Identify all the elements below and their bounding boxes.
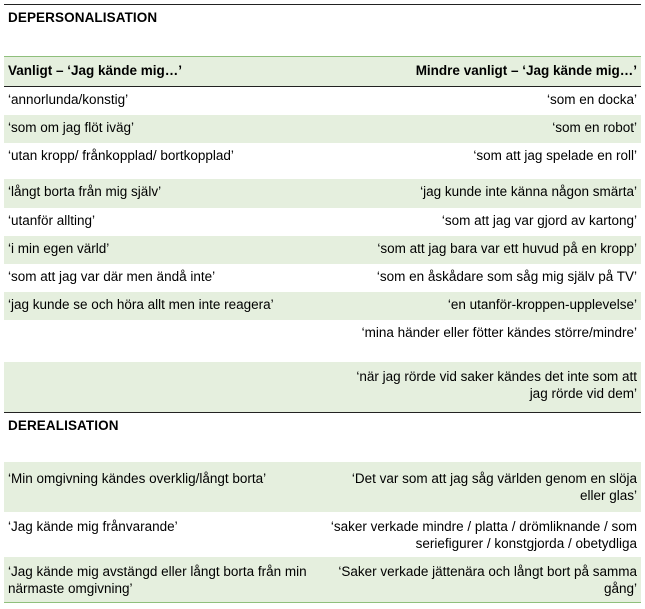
table-row — [4, 87, 641, 115]
less-common-symptom: ‘som en docka’ — [546, 92, 637, 107]
bottom-rule — [4, 602, 641, 603]
derealisation-title: DEREALISATION — [8, 418, 119, 433]
less-common-symptom: ‘som att jag var gjord av kartong’ — [441, 213, 637, 228]
top-rule — [4, 4, 641, 5]
table-row — [4, 292, 641, 320]
common-symptom: ‘Jag kände mig frånvarande’ — [8, 519, 178, 534]
less-common-symptom: ‘som en åskådare som såg mig själv på TV’ — [376, 269, 637, 284]
column-header-row — [4, 57, 641, 86]
table-row — [4, 236, 641, 264]
less-common-symptom: ‘jag kunde inte känna någon smärta’ — [420, 184, 637, 199]
common-symptom: ‘annorlunda/konstig’ — [8, 92, 129, 107]
table-row — [4, 264, 641, 292]
table-row — [4, 179, 641, 208]
less-common-symptom: ‘saker verkade mindre / platta / drömliknande / som seriefigurer / konstgjorda / obetydliga — [330, 519, 637, 551]
common-symptom: ‘jag kunde se och höra allt men inte reagera’ — [8, 297, 274, 312]
table-row — [4, 208, 641, 236]
column-header-less-common: Mindre vanligt – ‘Jag kände mig…’ — [415, 63, 637, 78]
depersonalisation-title: DEPERSONALISATION — [8, 10, 158, 25]
table-row — [4, 320, 641, 362]
table-row — [4, 557, 641, 602]
common-symptom: ‘i min egen värld’ — [8, 241, 110, 256]
less-common-symptom: ‘som en robot’ — [552, 120, 637, 135]
section-rule — [4, 412, 641, 413]
common-symptom: ‘som om jag flöt iväg’ — [8, 120, 135, 135]
less-common-symptom: ‘Saker verkade jättenära och långt bort på samma gång’ — [338, 564, 637, 596]
less-common-symptom: ‘en utanför-kroppen-upplevelse’ — [447, 297, 637, 312]
less-common-symptom: ‘Det var som att jag såg världen genom en slöja eller glas’ — [351, 471, 637, 503]
table-row — [4, 143, 641, 179]
less-common-symptom: ‘som att jag bara var ett huvud på en kropp’ — [377, 241, 637, 256]
table-row — [4, 462, 641, 512]
common-symptom: ‘utanför allting’ — [8, 213, 96, 228]
symptom-table — [4, 4, 641, 605]
less-common-symptom: ‘mina händer eller fötter kändes större/mindre’ — [361, 325, 637, 340]
table-row — [4, 115, 641, 143]
common-symptom: ‘Min omgivning kändes overklig/långt borta’ — [8, 471, 267, 486]
table-row — [4, 512, 641, 557]
common-symptom: ‘långt borta från mig själv’ — [8, 184, 162, 199]
column-header-common: Vanligt – ‘Jag kände mig…’ — [8, 63, 183, 78]
common-symptom: ‘som att jag var där men ändå inte’ — [8, 269, 216, 284]
common-symptom: ‘Jag kände mig avstängd eller långt borta från min närmaste omgivning’ — [8, 564, 307, 596]
less-common-symptom: ‘när jag rörde vid saker kändes det inte som att jag rörde vid dem’ — [356, 369, 637, 401]
table-row — [4, 362, 641, 412]
common-symptom: ‘utan kropp/ frånkopplad/ bortkopplad’ — [8, 148, 234, 163]
less-common-symptom: ‘som att jag spelade en roll’ — [473, 148, 637, 163]
